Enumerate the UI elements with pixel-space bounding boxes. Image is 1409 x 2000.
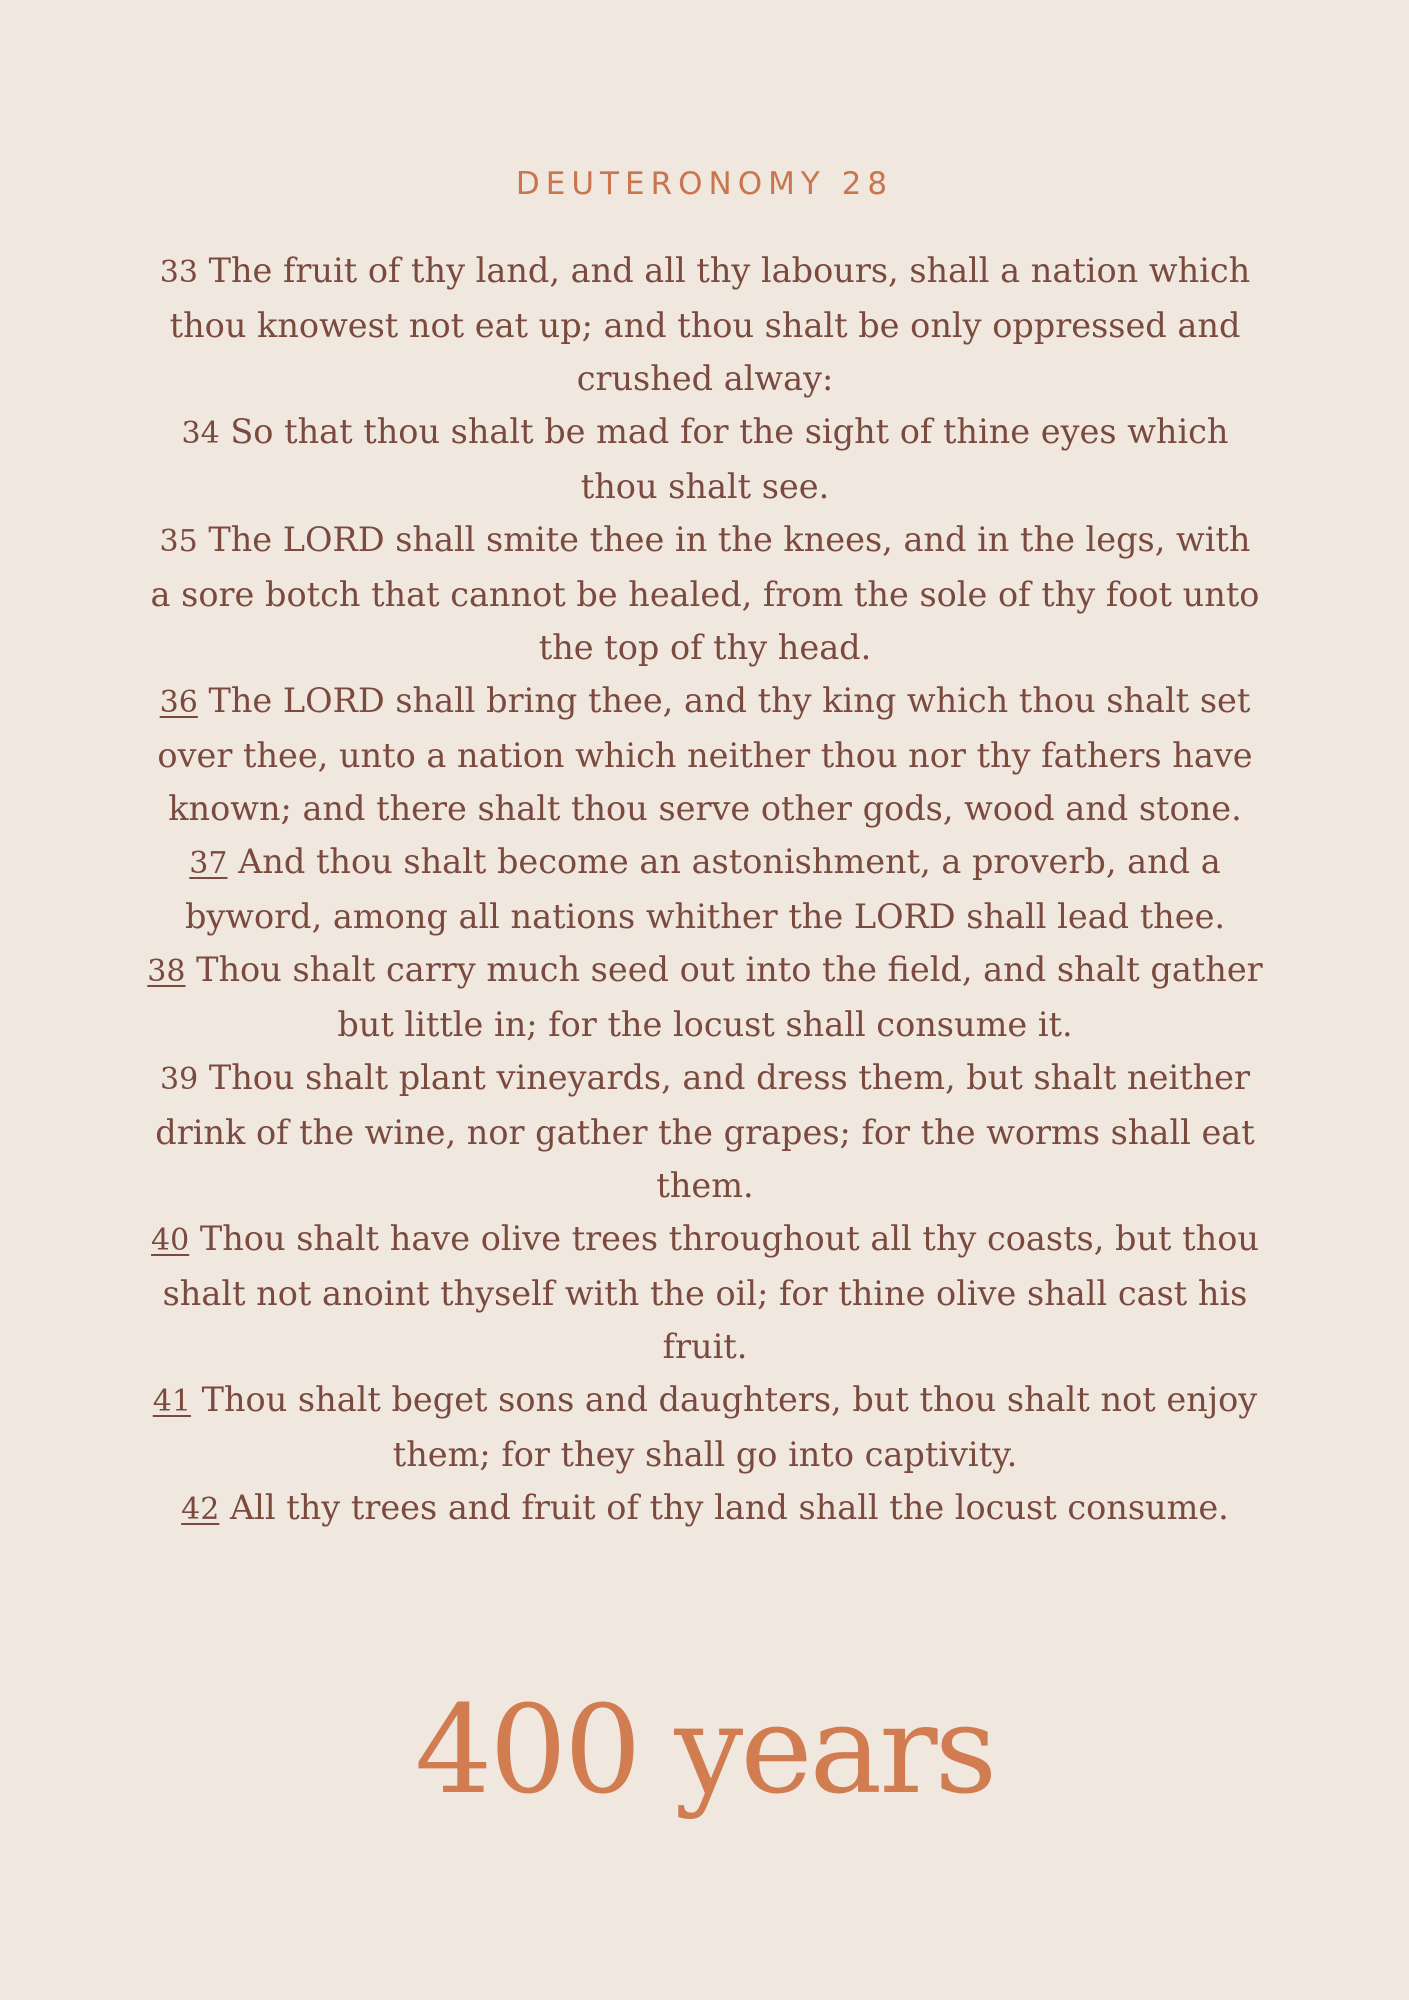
verse-number: 40: [151, 1223, 190, 1258]
footer-title: 400 years: [414, 1679, 995, 1821]
verse-number: 33: [159, 255, 198, 290]
chapter-heading: DEUTERONOMY 28: [515, 166, 894, 202]
verse-number: 37: [189, 846, 228, 881]
verse-37: [145, 835, 1265, 943]
verse-number: 38: [147, 954, 186, 989]
verse-text: The LORD shall bring thee, and thy king which thou shalt set over thee, unto a nation which neither thou nor thy fathers have known; and there shalt thou serve other gods, wood and stone.: [157, 681, 1253, 828]
verse-text: So that thou shalt be mad for the sight of thine eyes which thou shalt see.: [230, 412, 1229, 506]
verse-text: Thou shalt plant vineyards, and dress them, but shalt neither drink of the wine, nor gather the grapes; for the worms shall eat them.: [155, 1058, 1255, 1205]
verse-38: [145, 943, 1265, 1051]
verse-number: 35: [159, 524, 198, 559]
verse-text: The LORD shall smite thee in the knees, and in the legs, with a sore botch that cannot be healed, from the sole of thy foot unto the top of thy head.: [150, 520, 1260, 667]
verse-text: The fruit of thy land, and all thy labours, shall a nation which thou knowest not eat up; and thou shalt be only oppressed and crushed alway:: [169, 251, 1251, 398]
verse-text: Thou shalt have olive trees throughout all thy coasts, but thou shalt not anoint thyself with the oil; for thine olive shall cast his fruit.: [162, 1219, 1259, 1366]
verse-36: [145, 674, 1265, 835]
verse-text: And thou shalt become an astonishment, a proverb, and a byword, among all nations whither the LORD shall lead thee.: [184, 842, 1226, 936]
verse-number: 34: [181, 416, 220, 451]
verse-number: 41: [152, 1384, 191, 1419]
verse-text: All thy trees and fruit of thy land shall the locust consume.: [229, 1488, 1229, 1527]
verse-35: [145, 513, 1265, 674]
verse-33: [145, 244, 1265, 405]
verse-text: Thou shalt carry much seed out into the field, and shalt gather but little in; for the locust shall consume it.: [196, 950, 1263, 1044]
verse-number: 42: [181, 1492, 220, 1527]
verse-41: [145, 1373, 1265, 1481]
verse-42: [145, 1481, 1265, 1536]
verse-39: [145, 1051, 1265, 1212]
verse-block: [145, 244, 1265, 1536]
verse-text: Thou shalt beget sons and daughters, but thou shalt not enjoy them; for they shall go into captivity.: [201, 1380, 1258, 1474]
verse-number: 36: [159, 685, 198, 720]
verse-34: [145, 405, 1265, 513]
verse-40: [145, 1212, 1265, 1373]
verse-number: 39: [160, 1062, 199, 1097]
